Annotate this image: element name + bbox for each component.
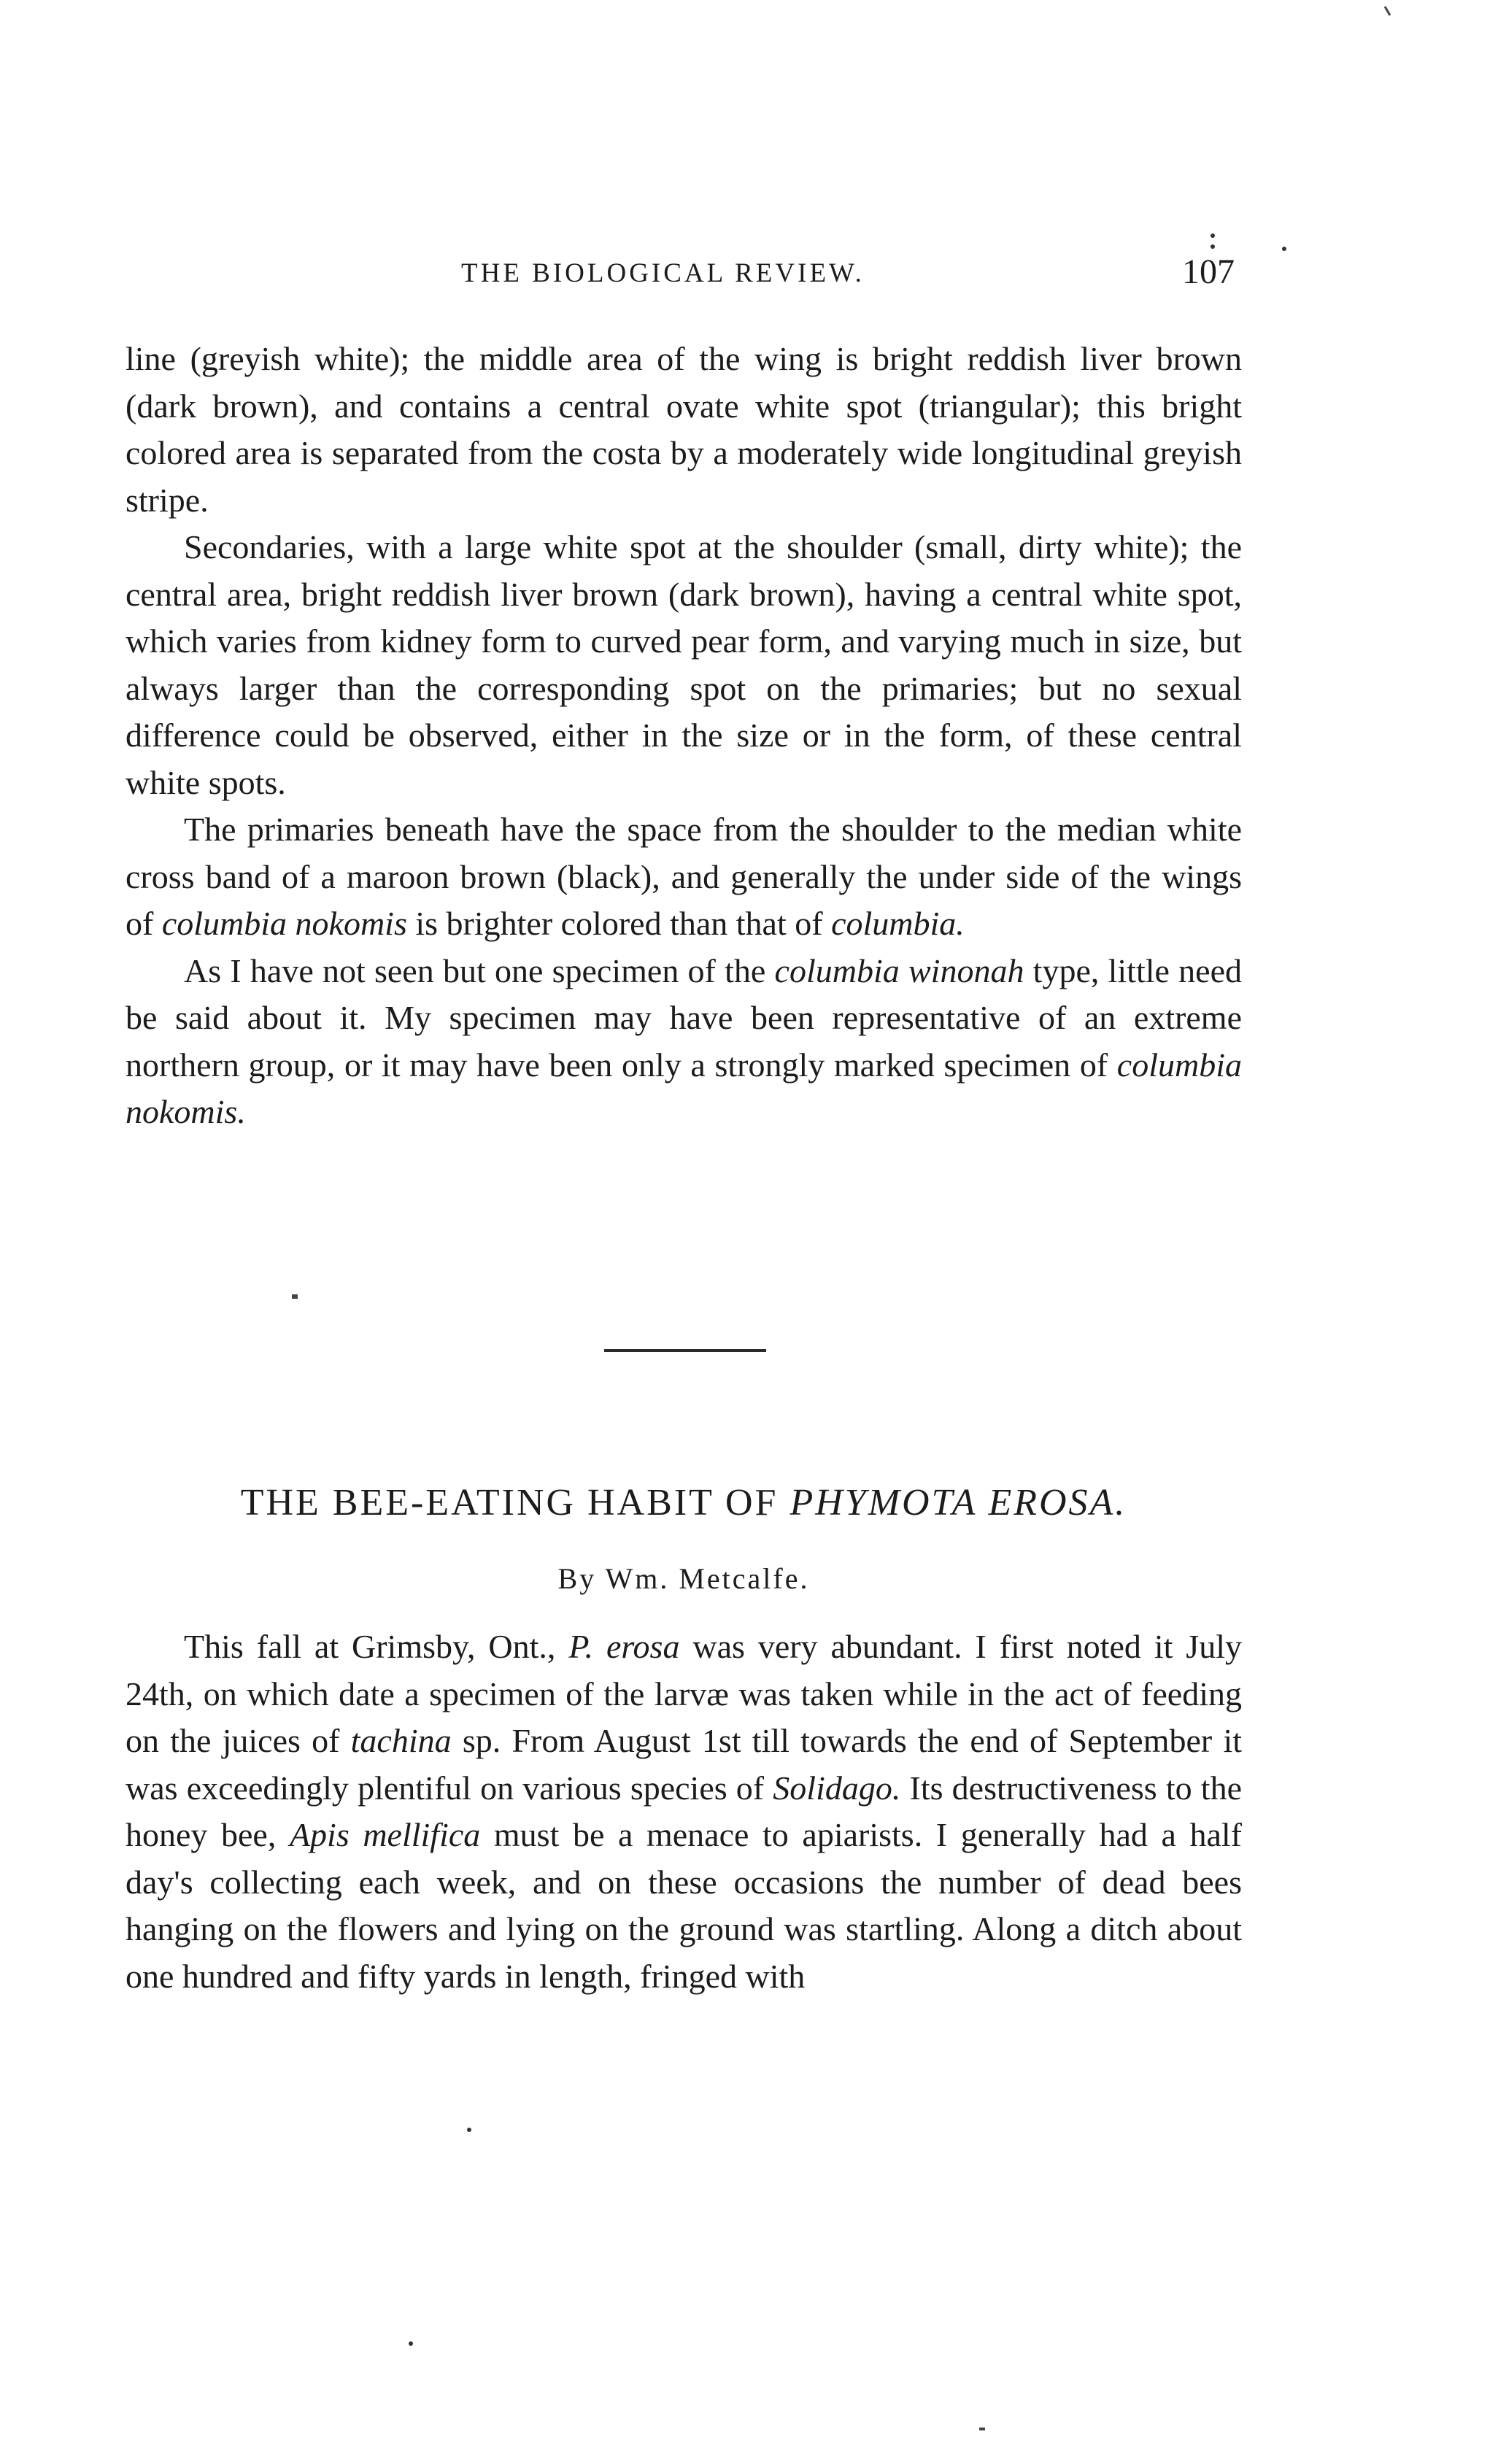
article-title-plain: THE BEE-EATING HABIT OF [240, 1482, 790, 1523]
italic-text: columbia nokomis. [126, 1046, 1242, 1130]
article-title-italic: PHYMOTA EROSA. [789, 1482, 1127, 1523]
paragraph-p4 [126, 948, 1242, 1136]
text-run: Secondaries, with a large white spot at the shoulder (small, dirty white); the central area, bright reddish liver brown (dark brown), having a central white spot, which varies from kidney form to curved pear form, and varying much in size, but always larger than the corresponding spot on the primaries; but no sexual difference could be observed, either in the size or in the form, of these central white spots. [126, 528, 1242, 801]
text-run: This fall at Grimsby, Ont., [184, 1628, 569, 1665]
scan-speck [1282, 247, 1286, 251]
paragraph-p1 [126, 336, 1242, 524]
text-run: Its destructiveness to the honey bee, [126, 1769, 1242, 1853]
page-number: 107 [1182, 252, 1235, 291]
body-text-section-one [126, 336, 1242, 1136]
text-run: The primaries beneath have the space from the shoulder to the median white cross band of a maroon brown (black), and generally the under side of the wings of [126, 811, 1242, 942]
paragraph-p3 [126, 806, 1242, 948]
scan-speck [1384, 6, 1391, 16]
scan-speck [1211, 244, 1215, 249]
text-run: As I have not seen but one specimen of the [184, 951, 775, 989]
paragraph-p5 [126, 1623, 1242, 2000]
article-title [126, 1481, 1242, 1524]
text-run: was very abundant. I first noted it July 24th, on which date a specimen of the larvæ was taken while in the act of feeding on the juices of [126, 1628, 1242, 1759]
text-run: type, little need be said about it. My specimen may have been representative of an extreme northern group, or it may have been only a strongly marked specimen of [126, 951, 1242, 1084]
text-run: is brighter colored than that of [406, 905, 832, 942]
scan-speck [292, 1294, 298, 1299]
text-run: line (greyish white); the middle area of the wing is bright reddish liver brown (dark brown), and contains a central ovate white spot (triangular); this bright colored area is separated from the costa by a moderately wide longitudinal greyish stripe. [126, 340, 1242, 519]
body-text-section-two [126, 1623, 1242, 2000]
running-head [126, 252, 1242, 296]
italic-text: columbia. [831, 905, 965, 942]
paragraph-p2 [126, 524, 1242, 806]
italic-text: columbia nokomis [161, 905, 407, 942]
italic-text: columbia winonah [774, 951, 1024, 989]
italic-text: P. erosa [568, 1628, 680, 1665]
italic-text: Solidago. [773, 1769, 901, 1807]
scan-speck [979, 2428, 985, 2430]
scan-speck [1211, 233, 1215, 238]
scan-speck [467, 2128, 471, 2132]
italic-text: tachina [350, 1722, 452, 1759]
section-divider-rule [604, 1349, 766, 1352]
article-byline: By Wm. Metcalfe. [557, 1562, 810, 1595]
text-run: sp. From August 1st till towards the end of September it was exceedingly plentiful on various species of [126, 1722, 1243, 1807]
italic-text: Apis mellifica [289, 1816, 481, 1853]
scan-speck [409, 2341, 413, 2346]
text-run: must be a menace to apiarists. I generally had a half day's collecting each week, and on these occasions the number of dead bees hanging on the flowers and lying on the ground was startling. Along a ditch about one hundred and fifty yards in length, fringed with [126, 1816, 1242, 1995]
running-title: THE BIOLOGICAL REVIEW. [461, 258, 865, 288]
